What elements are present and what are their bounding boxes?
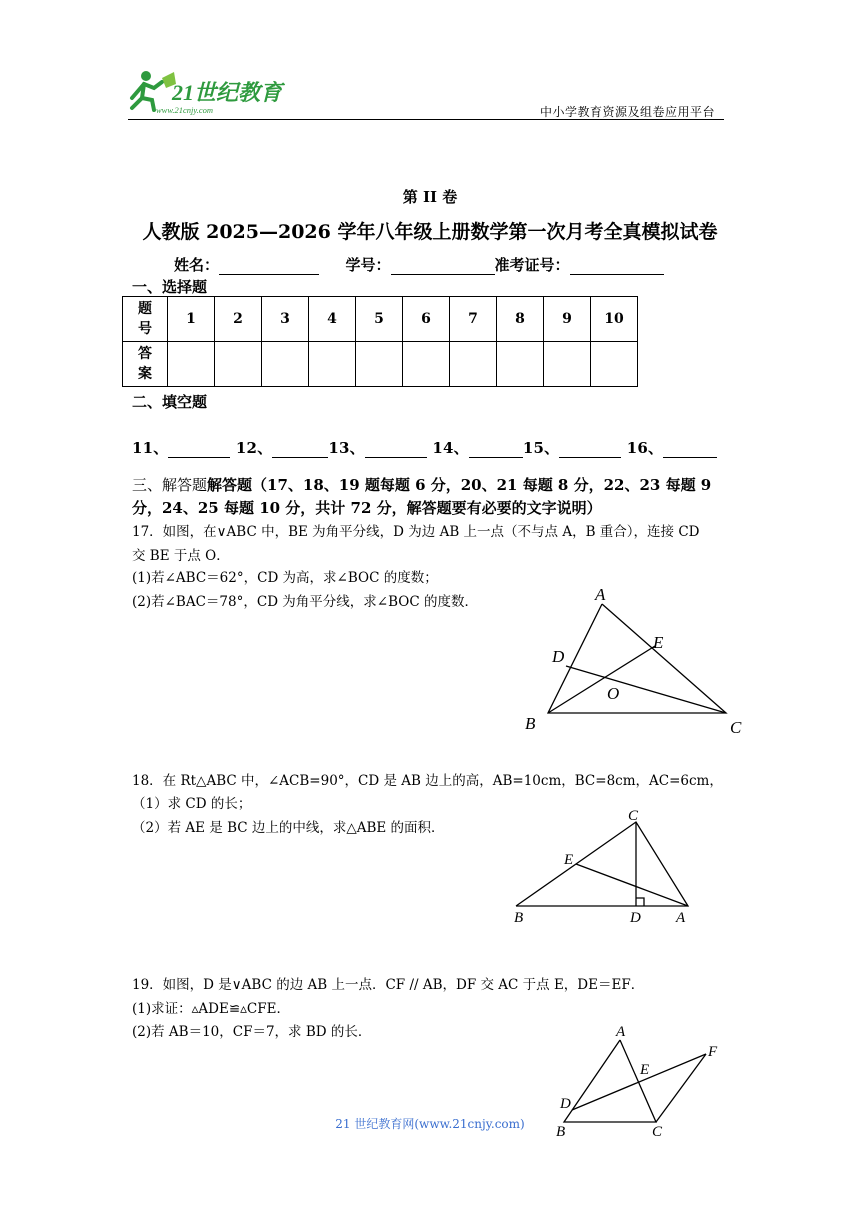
fill-blank-row <box>132 437 717 458</box>
answer-header: 答 案 <box>123 342 168 387</box>
answer-row <box>123 342 638 387</box>
number-row <box>123 297 638 342</box>
question-number: 1 <box>168 297 215 342</box>
name-label: 姓名： <box>174 256 220 274</box>
exam-label: 准考证号： <box>494 256 570 274</box>
site-logo <box>122 68 292 116</box>
question-number: 3 <box>262 297 309 342</box>
question-number: 4 <box>309 297 356 342</box>
header-divider <box>128 119 724 120</box>
label-d: D <box>630 910 641 926</box>
answer-cell[interactable] <box>356 342 403 387</box>
name-blank <box>219 258 319 275</box>
q18-part1: （1）求 CD 的长； <box>132 796 252 812</box>
fill-blank[interactable] <box>365 441 427 458</box>
number-header: 题 号 <box>123 297 168 342</box>
answer-cell[interactable] <box>215 342 262 387</box>
label-b: B <box>556 1124 566 1140</box>
footer-link[interactable]: 21 世纪教育网(www.21cnjy.com) <box>335 1117 525 1131</box>
fill-blank[interactable] <box>272 441 328 458</box>
fill-item-label: 13、 <box>328 439 365 457</box>
triangle-abc <box>516 822 688 906</box>
label-e: E <box>653 633 664 652</box>
question-number: 8 <box>497 297 544 342</box>
q17-part2: (2)若∠BAC＝78°，CD 为角平分线，求∠BOC 的度数． <box>132 594 478 610</box>
q17-line1: 17．如图，在∨ABC 中，BE 为角平分线，D 为边 AB 上一点（不与点 A，B 重合），连接 CD <box>132 524 700 540</box>
label-o: O <box>607 684 620 703</box>
question-number: 5 <box>356 297 403 342</box>
question-number: 7 <box>450 297 497 342</box>
fill-blank[interactable] <box>469 441 523 458</box>
label-d: D <box>560 1096 571 1112</box>
answer-cell[interactable] <box>450 342 497 387</box>
q18-part2: （2）若 AE 是 BC 边上的中线，求△ABE 的面积． <box>132 820 445 836</box>
label-c: C <box>652 1124 663 1140</box>
answer-cell[interactable] <box>262 342 309 387</box>
label-e: E <box>564 852 574 868</box>
q19-line1: 19．如图，D 是∨ABC 的边 AB 上一点．CF // AB，DF 交 AC 于点 E，DE＝EF． <box>132 977 645 993</box>
label-e: E <box>640 1062 650 1078</box>
answer-table <box>122 296 638 387</box>
fill-item-label: 11、 <box>132 439 169 457</box>
question-number: 2 <box>215 297 262 342</box>
answer-cell[interactable] <box>591 342 638 387</box>
platform-text: 中小学教育资源及组卷应用平台 <box>540 105 716 119</box>
id-label: 学号： <box>345 256 391 274</box>
logo-url: www.21cnjy.com <box>156 105 213 115</box>
fill-item-label: 16、 <box>626 439 664 457</box>
q19-part2: (2)若 AB＝10，CF＝7，求 BD 的长． <box>132 1024 372 1040</box>
fill-item-label: 14、 <box>432 439 469 457</box>
label-d: D <box>552 647 565 666</box>
q18-figure <box>508 804 708 930</box>
volume-label: 第 II 卷 <box>402 188 458 206</box>
q18-line1: 18．在 Rt△ABC 中，∠ACB=90°，CD 是 AB 边上的高，AB=10cm，BC=8cm，AC=6cm， <box>132 773 723 789</box>
label-a: A <box>616 1024 626 1040</box>
student-info <box>174 254 664 275</box>
answer-cell[interactable] <box>497 342 544 387</box>
median-ae <box>576 864 688 906</box>
question-number: 10 <box>591 297 638 342</box>
label-a: A <box>676 910 686 926</box>
section-solve-heading: 三、解答题解答题（17、18、19 题每题 6 分，20、21 每题 8 分，22、23 每题 9 分，24、25 每题 10 分，共计 72 分，解答题要有必要的文字说明） <box>132 476 712 517</box>
fill-blank[interactable] <box>663 441 717 458</box>
label-b: B <box>514 910 524 926</box>
section-choice-heading: 一、选择题 <box>132 278 208 296</box>
label-f: F <box>708 1044 718 1060</box>
id-blank <box>391 258 495 275</box>
fill-item-label: 15、 <box>522 439 560 457</box>
answer-cell[interactable] <box>403 342 450 387</box>
label-b: B <box>525 714 536 733</box>
segment-cd <box>566 666 726 713</box>
answer-cell[interactable] <box>544 342 591 387</box>
right-angle-mark <box>636 898 644 906</box>
label-c: C <box>730 718 742 737</box>
q17-line2: 交 BE 于点 O． <box>132 548 230 564</box>
fill-item-label: 12、 <box>235 439 273 457</box>
q17-figure <box>520 580 760 740</box>
question-number: 9 <box>544 297 591 342</box>
section-fill-heading: 二、填空题 <box>132 393 208 411</box>
exam-blank <box>570 258 664 275</box>
page-title: 人教版 2025—2026 学年八年级上册数学第一次月考全真模拟试卷 <box>142 221 718 243</box>
label-c: C <box>628 808 639 824</box>
answer-cell[interactable] <box>168 342 215 387</box>
fill-blank[interactable] <box>168 441 230 458</box>
logo-text: 21世纪教育 <box>172 80 283 105</box>
q19-part1: (1)求证：▵ADE≌▵CFE． <box>132 1001 290 1017</box>
answer-cell[interactable] <box>309 342 356 387</box>
question-number: 6 <box>403 297 450 342</box>
label-a: A <box>595 585 606 604</box>
q17-part1: (1)若∠ABC＝62°，CD 为高，求∠BOC 的度数； <box>132 570 438 586</box>
fill-blank[interactable] <box>559 441 621 458</box>
